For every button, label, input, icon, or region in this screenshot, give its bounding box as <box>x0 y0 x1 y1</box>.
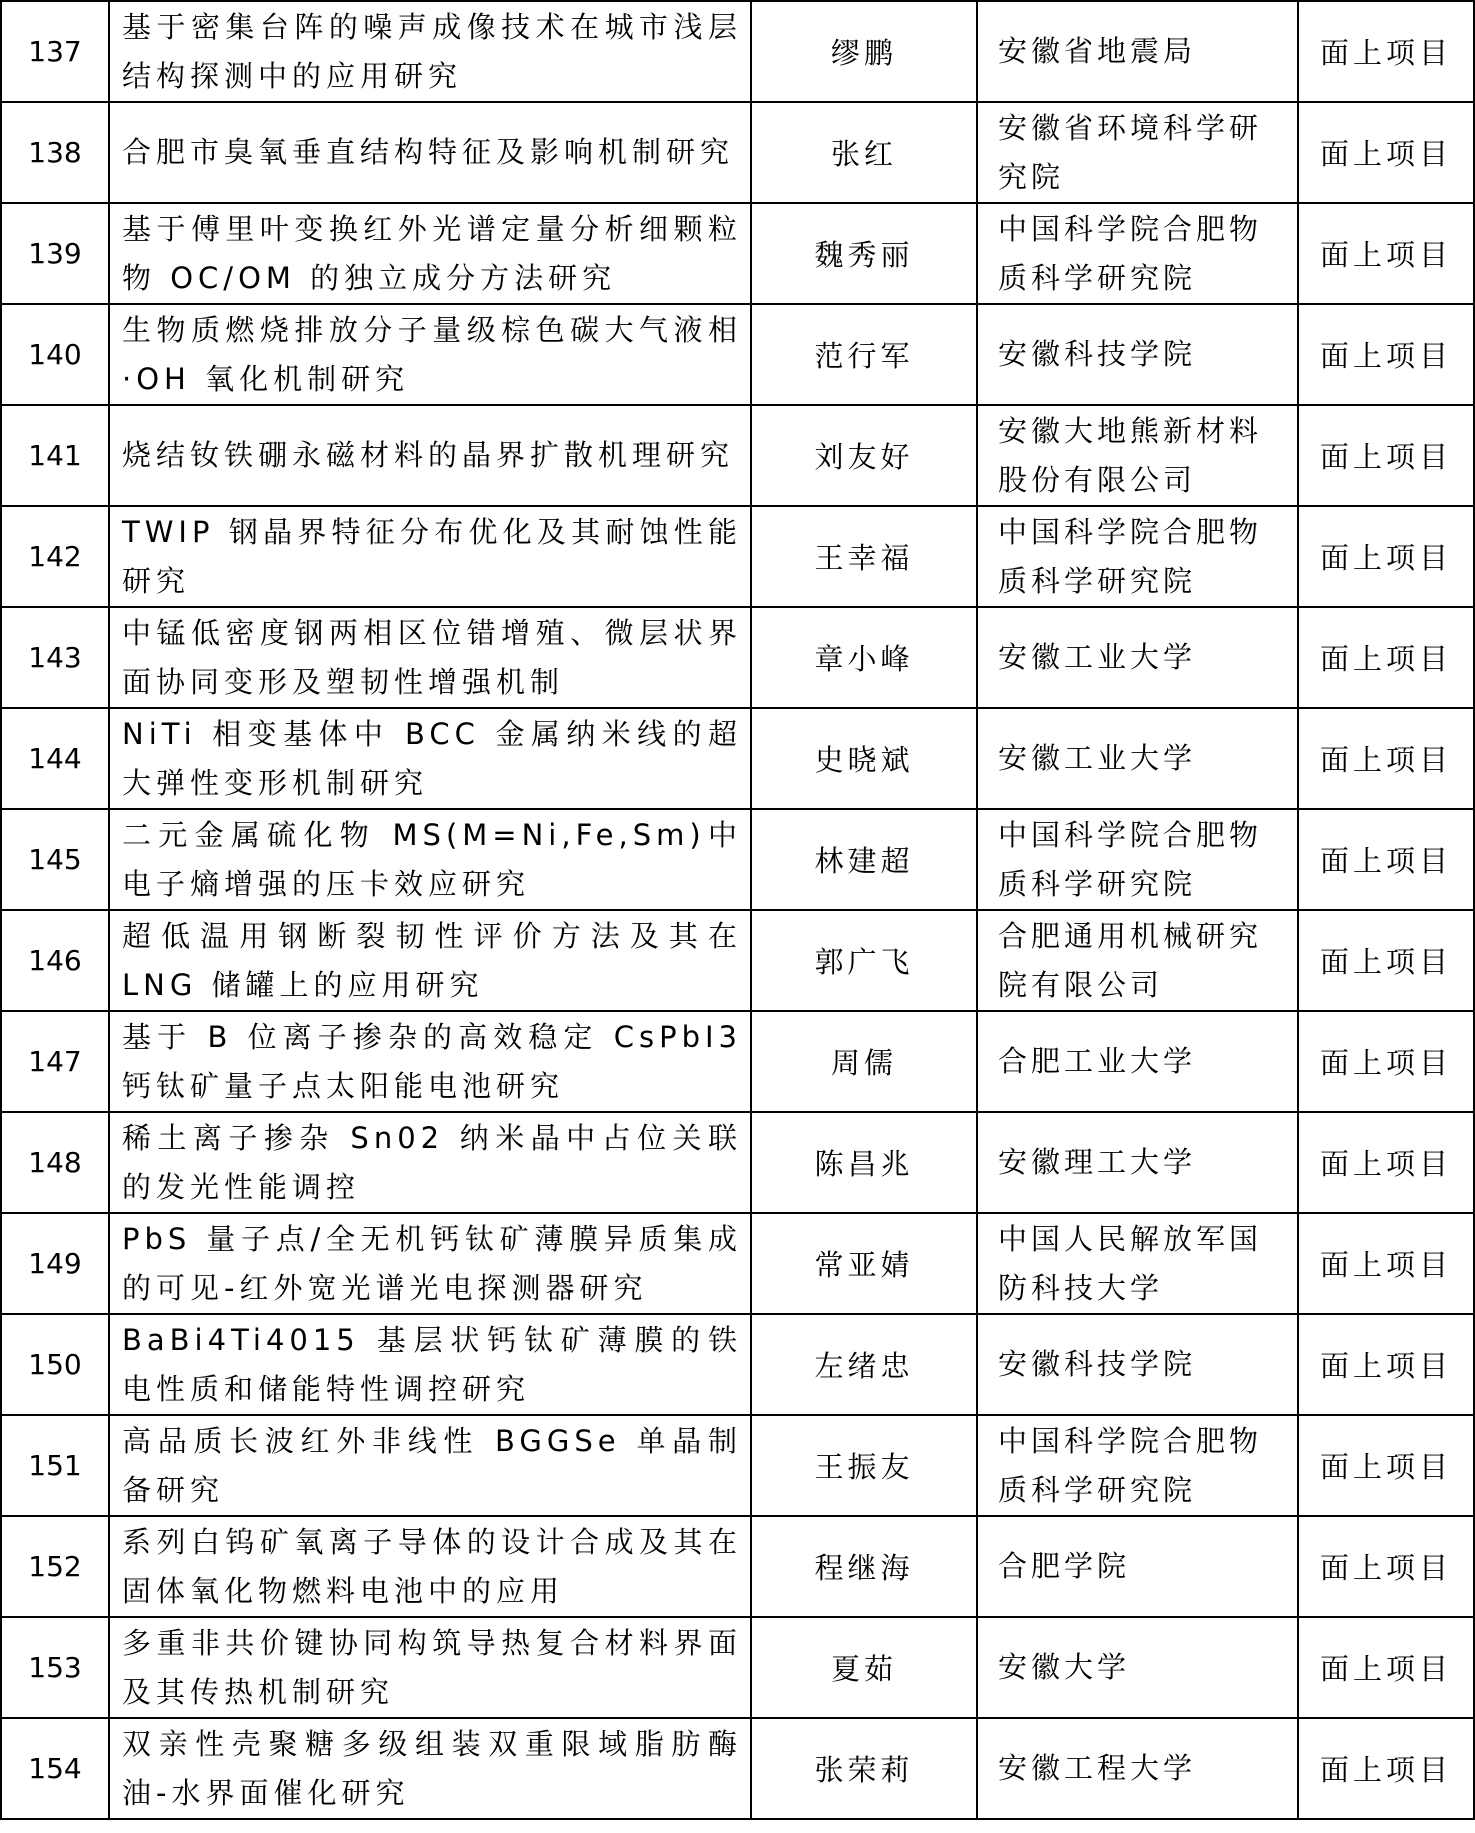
project-title: BaBi4Ti4015 基层状钙钛矿薄膜的铁电性质和储能特性调控研究 <box>122 1322 742 1406</box>
project-organization-cell <box>977 1617 1298 1718</box>
project-title: 合肥市臭氧垂直结构特征及影响机制研究 <box>122 135 735 169</box>
project-organization-cell <box>977 405 1298 506</box>
project-leader: 史晓斌 <box>814 743 914 777</box>
project-organization-cell <box>977 203 1298 304</box>
project-type-cell <box>1298 506 1474 607</box>
project-leader-cell <box>751 102 977 203</box>
project-leader: 林建超 <box>814 844 914 878</box>
table-row <box>1 1718 1474 1819</box>
project-type-cell <box>1298 1718 1474 1819</box>
project-organization-cell <box>977 607 1298 708</box>
project-organization: 安徽工程大学 <box>998 1751 1197 1785</box>
project-type: 面上项目 <box>1319 238 1452 272</box>
project-title: 二元金属硫化物 MS(M=Ni,Fe,Sm)中电子熵增强的压卡效应研究 <box>122 817 742 901</box>
project-type-cell <box>1298 708 1474 809</box>
project-number-cell: 148 <box>1 1112 109 1213</box>
project-leader-cell <box>751 1314 977 1415</box>
project-number-cell: 153 <box>1 1617 109 1718</box>
table-row <box>1 607 1474 708</box>
table-row <box>1 102 1474 203</box>
project-type: 面上项目 <box>1319 1248 1452 1282</box>
project-type: 面上项目 <box>1319 1551 1452 1585</box>
project-title: 烧结钕铁硼永磁材料的晶界扩散机理研究 <box>122 438 735 472</box>
project-organization: 中国科学院合肥物质科学研究院 <box>998 817 1263 901</box>
project-number-cell: 141 <box>1 405 109 506</box>
project-number-cell: 137 <box>1 1 109 102</box>
project-leader: 王振友 <box>814 1450 914 1484</box>
table-row <box>1 1516 1474 1617</box>
project-leader: 王幸福 <box>814 541 914 575</box>
project-type-cell <box>1298 1011 1474 1112</box>
project-leader-cell <box>751 1011 977 1112</box>
project-number-cell: 140 <box>1 304 109 405</box>
project-leader-cell <box>751 809 977 910</box>
project-leader-cell <box>751 203 977 304</box>
project-number-cell: 142 <box>1 506 109 607</box>
project-type-cell <box>1298 607 1474 708</box>
project-title: 基于密集台阵的噪声成像技术在城市浅层结构探测中的应用研究 <box>122 9 742 93</box>
project-leader-cell <box>751 607 977 708</box>
project-type: 面上项目 <box>1319 844 1452 878</box>
table-row <box>1 809 1474 910</box>
project-type-cell <box>1298 1516 1474 1617</box>
project-leader-cell <box>751 506 977 607</box>
project-organization-cell <box>977 1213 1298 1314</box>
project-organization-cell <box>977 708 1298 809</box>
project-title-cell <box>109 607 751 708</box>
project-number-cell: 143 <box>1 607 109 708</box>
project-number-cell: 146 <box>1 910 109 1011</box>
project-leader: 张红 <box>830 137 897 171</box>
project-leader-cell <box>751 708 977 809</box>
project-leader-cell <box>751 1718 977 1819</box>
table-row <box>1 1314 1474 1415</box>
table-row <box>1 1415 1474 1516</box>
project-organization: 安徽工业大学 <box>998 741 1197 775</box>
table-row <box>1 1011 1474 1112</box>
project-organization-cell <box>977 1718 1298 1819</box>
project-organization-cell <box>977 1011 1298 1112</box>
project-organization: 安徽大地熊新材料股份有限公司 <box>998 413 1263 497</box>
project-leader-cell <box>751 1213 977 1314</box>
project-type-cell <box>1298 203 1474 304</box>
project-leader: 缪鹏 <box>830 36 897 70</box>
project-type: 面上项目 <box>1319 1450 1452 1484</box>
project-title: 多重非共价键协同构筑导热复合材料界面及其传热机制研究 <box>122 1625 742 1709</box>
project-type-cell <box>1298 102 1474 203</box>
project-leader-cell <box>751 1415 977 1516</box>
project-type-cell <box>1298 1415 1474 1516</box>
project-leader: 魏秀丽 <box>814 238 914 272</box>
project-title: 系列白钨矿氧离子导体的设计合成及其在固体氧化物燃料电池中的应用 <box>122 1524 742 1608</box>
project-title: 稀土离子掺杂 Sn02 纳米晶中占位关联的发光性能调控 <box>122 1120 742 1204</box>
project-type: 面上项目 <box>1319 642 1452 676</box>
project-type: 面上项目 <box>1319 137 1452 171</box>
project-title-cell <box>109 1617 751 1718</box>
project-title: 基于傅里叶变换红外光谱定量分析细颗粒物 OC/OM 的独立成分方法研究 <box>122 211 742 295</box>
project-number-cell: 154 <box>1 1718 109 1819</box>
project-leader: 左绪忠 <box>814 1349 914 1383</box>
project-title-cell <box>109 506 751 607</box>
project-organization: 合肥通用机械研究院有限公司 <box>998 918 1263 1002</box>
project-leader: 张荣莉 <box>814 1753 914 1787</box>
table-row <box>1 708 1474 809</box>
project-title: 超低温用钢断裂韧性评价方法及其在 LNG 储罐上的应用研究 <box>122 918 742 1002</box>
project-title: 双亲性壳聚糖多级组装双重限域脂肪酶油-水界面催化研究 <box>122 1726 742 1810</box>
project-title-cell <box>109 1314 751 1415</box>
project-number-cell: 150 <box>1 1314 109 1415</box>
project-organization-cell <box>977 1314 1298 1415</box>
project-leader: 郭广飞 <box>814 945 914 979</box>
project-number-cell: 149 <box>1 1213 109 1314</box>
project-title-cell <box>109 1415 751 1516</box>
project-type: 面上项目 <box>1319 1147 1452 1181</box>
project-type-cell <box>1298 1 1474 102</box>
project-leader: 范行军 <box>814 339 914 373</box>
project-organization: 安徽省环境科学研究院 <box>998 110 1263 194</box>
project-title-cell <box>109 1112 751 1213</box>
project-number-cell: 144 <box>1 708 109 809</box>
project-title: PbS 量子点/全无机钙钛矿薄膜异质集成的可见-红外宽光谱光电探测器研究 <box>122 1221 742 1305</box>
project-organization: 中国人民解放军国防科技大学 <box>998 1221 1263 1305</box>
project-type: 面上项目 <box>1319 743 1452 777</box>
project-type-cell <box>1298 1213 1474 1314</box>
table-row <box>1 1112 1474 1213</box>
table-row <box>1 304 1474 405</box>
table-row <box>1 405 1474 506</box>
project-type-cell <box>1298 304 1474 405</box>
project-title-cell <box>109 1718 751 1819</box>
project-title-cell <box>109 1516 751 1617</box>
project-organization-cell <box>977 1112 1298 1213</box>
project-leader-cell <box>751 405 977 506</box>
project-title-cell <box>109 203 751 304</box>
project-title: 高品质长波红外非线性 BGGSe 单晶制备研究 <box>122 1423 742 1507</box>
project-type-cell <box>1298 405 1474 506</box>
project-number-cell: 145 <box>1 809 109 910</box>
project-number-cell: 139 <box>1 203 109 304</box>
project-organization-cell <box>977 506 1298 607</box>
project-type-cell <box>1298 1112 1474 1213</box>
project-type-cell <box>1298 1617 1474 1718</box>
project-title-cell <box>109 910 751 1011</box>
project-title-cell <box>109 708 751 809</box>
project-number-cell: 138 <box>1 102 109 203</box>
project-title: NiTi 相变基体中 BCC 金属纳米线的超大弹性变形机制研究 <box>122 716 742 800</box>
project-title-cell <box>109 809 751 910</box>
project-organization: 安徽理工大学 <box>998 1145 1197 1179</box>
project-organization: 中国科学院合肥物质科学研究院 <box>998 1423 1263 1507</box>
project-organization-cell <box>977 102 1298 203</box>
project-leader: 章小峰 <box>814 642 914 676</box>
project-type: 面上项目 <box>1319 945 1452 979</box>
project-leader: 陈昌兆 <box>814 1147 914 1181</box>
project-organization: 安徽省地震局 <box>998 34 1197 68</box>
project-type: 面上项目 <box>1319 36 1452 70</box>
project-title: 基于 B 位离子掺杂的高效稳定 CsPbI3 钙钛矿量子点太阳能电池研究 <box>122 1019 742 1103</box>
project-number-cell: 151 <box>1 1415 109 1516</box>
project-leader: 周儒 <box>830 1046 897 1080</box>
table-row <box>1 1 1474 102</box>
project-organization-cell <box>977 1415 1298 1516</box>
project-number-cell: 147 <box>1 1011 109 1112</box>
project-organization: 安徽工业大学 <box>998 640 1197 674</box>
project-leader-cell <box>751 910 977 1011</box>
project-organization: 合肥学院 <box>998 1549 1131 1583</box>
project-title: 中锰低密度钢两相区位错增殖、微层状界面协同变形及塑韧性增强机制 <box>122 615 742 699</box>
project-organization: 合肥工业大学 <box>998 1044 1197 1078</box>
project-leader: 常亚婧 <box>814 1248 914 1282</box>
project-type-cell <box>1298 809 1474 910</box>
project-organization-cell <box>977 910 1298 1011</box>
project-type: 面上项目 <box>1319 440 1452 474</box>
project-organization: 中国科学院合肥物质科学研究院 <box>998 211 1263 295</box>
table-row <box>1 506 1474 607</box>
project-title-cell <box>109 1 751 102</box>
table-row <box>1 1213 1474 1314</box>
project-number-cell: 152 <box>1 1516 109 1617</box>
table-row <box>1 1617 1474 1718</box>
project-type: 面上项目 <box>1319 1349 1452 1383</box>
project-type: 面上项目 <box>1319 541 1452 575</box>
project-title-cell <box>109 405 751 506</box>
project-type: 面上项目 <box>1319 1652 1452 1686</box>
project-table-body <box>1 1 1474 1819</box>
project-leader-cell <box>751 304 977 405</box>
project-leader-cell <box>751 1617 977 1718</box>
table-row <box>1 203 1474 304</box>
project-organization-cell <box>977 1516 1298 1617</box>
project-organization: 安徽科技学院 <box>998 1347 1197 1381</box>
project-organization: 安徽科技学院 <box>998 337 1197 371</box>
project-type-cell <box>1298 1314 1474 1415</box>
project-leader-cell <box>751 1 977 102</box>
project-type-cell <box>1298 910 1474 1011</box>
project-type: 面上项目 <box>1319 339 1452 373</box>
project-type: 面上项目 <box>1319 1046 1452 1080</box>
project-leader-cell <box>751 1516 977 1617</box>
project-organization-cell <box>977 304 1298 405</box>
project-title-cell <box>109 1011 751 1112</box>
project-leader: 夏茹 <box>830 1652 897 1686</box>
project-type: 面上项目 <box>1319 1753 1452 1787</box>
project-organization: 安徽大学 <box>998 1650 1131 1684</box>
project-leader-cell <box>751 1112 977 1213</box>
project-organization-cell <box>977 809 1298 910</box>
project-organization: 中国科学院合肥物质科学研究院 <box>998 514 1263 598</box>
project-organization-cell <box>977 1 1298 102</box>
project-title: 生物质燃烧排放分子量级棕色碳大气液相·OH 氧化机制研究 <box>122 312 742 396</box>
project-title-cell <box>109 304 751 405</box>
project-leader: 程继海 <box>814 1551 914 1585</box>
project-title-cell <box>109 1213 751 1314</box>
project-title: TWIP 钢晶界特征分布优化及其耐蚀性能研究 <box>122 514 742 598</box>
table-row <box>1 910 1474 1011</box>
project-title-cell <box>109 102 751 203</box>
project-leader: 刘友好 <box>814 440 914 474</box>
